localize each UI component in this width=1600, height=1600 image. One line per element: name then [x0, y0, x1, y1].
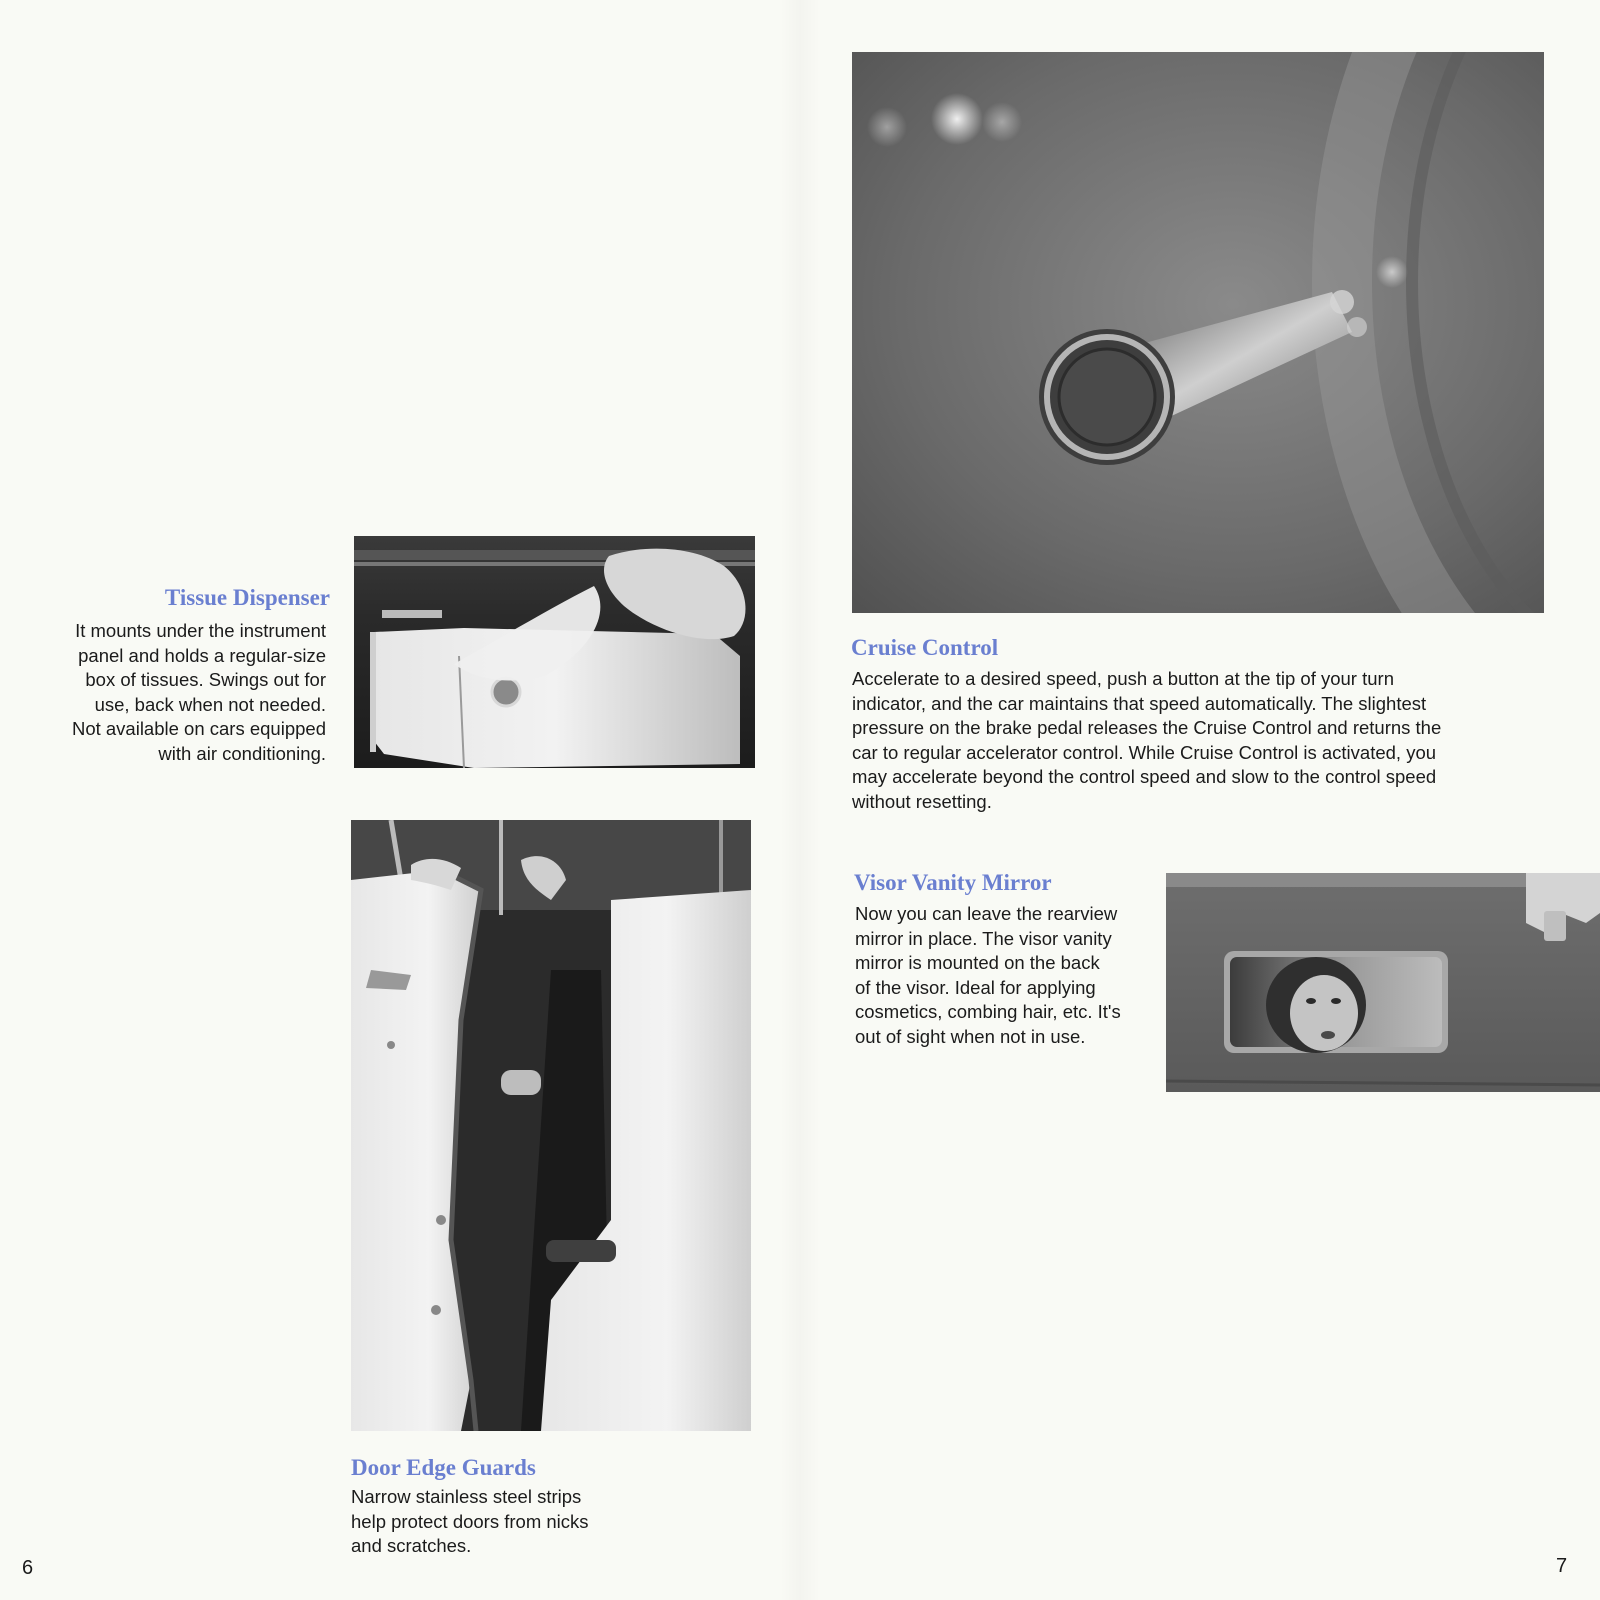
- text-line: car to regular accelerator control. While Cruise Control is activated, you: [852, 741, 1437, 763]
- text-line: Now you can leave the rearview: [855, 903, 1118, 924]
- text-line: use, back when not needed.: [94, 693, 326, 715]
- visor-vanity-mirror-heading: Visor Vanity Mirror: [854, 870, 1052, 895]
- text-line: out of sight when not in use.: [855, 1025, 1086, 1047]
- door-edge-guards-text: [351, 1485, 589, 1559]
- text-line: without resetting.: [852, 790, 992, 812]
- visor-vanity-mirror-photo: [1166, 873, 1600, 1092]
- text-line: of the visor. Ideal for applying: [855, 976, 1096, 998]
- text-line: Narrow stainless steel strips: [351, 1486, 582, 1507]
- text-line: Accelerate to a desired speed, push a button at the tip of your turn: [852, 668, 1394, 689]
- text-line: It mounts under the instrument: [75, 620, 326, 641]
- door-edge-guards-photo: [351, 820, 751, 1431]
- text-line: mirror is mounted on the back: [855, 952, 1100, 974]
- cruise-control-photo: [852, 52, 1544, 613]
- page-number-left: 6: [22, 1557, 34, 1579]
- cruise-control-heading: Cruise Control: [851, 635, 999, 660]
- text-line: and scratches.: [351, 1535, 472, 1557]
- tissue-dispenser-photo: [354, 536, 755, 768]
- text-line: Not available on cars equipped: [71, 718, 326, 740]
- visor-vanity-mirror-text: [855, 902, 1121, 1050]
- text-line: help protect doors from nicks: [351, 1510, 589, 1532]
- door-edge-guards-heading: Door Edge Guards: [351, 1455, 536, 1480]
- text-line: mirror in place. The visor vanity: [855, 927, 1112, 949]
- text-line: pressure on the brake pedal releases the Cruise Control and returns the: [852, 717, 1442, 739]
- page-gutter: [780, 0, 820, 1600]
- cruise-control-text: [852, 667, 1441, 815]
- tissue-dispenser-text: [72, 619, 326, 767]
- text-line: with air conditioning.: [158, 742, 326, 764]
- text-line: box of tissues. Swings out for: [85, 669, 326, 691]
- text-line: may accelerate beyond the control speed and slow to the control speed: [852, 766, 1437, 788]
- text-line: cosmetics, combing hair, etc. It's: [855, 1001, 1121, 1023]
- page-number-right: 7: [1556, 1555, 1568, 1577]
- text-line: indicator, and the car maintains that speed automatically. The slightest: [852, 692, 1427, 714]
- tissue-dispenser-heading: Tissue Dispenser: [164, 585, 330, 610]
- text-line: panel and holds a regular-size: [78, 644, 326, 666]
